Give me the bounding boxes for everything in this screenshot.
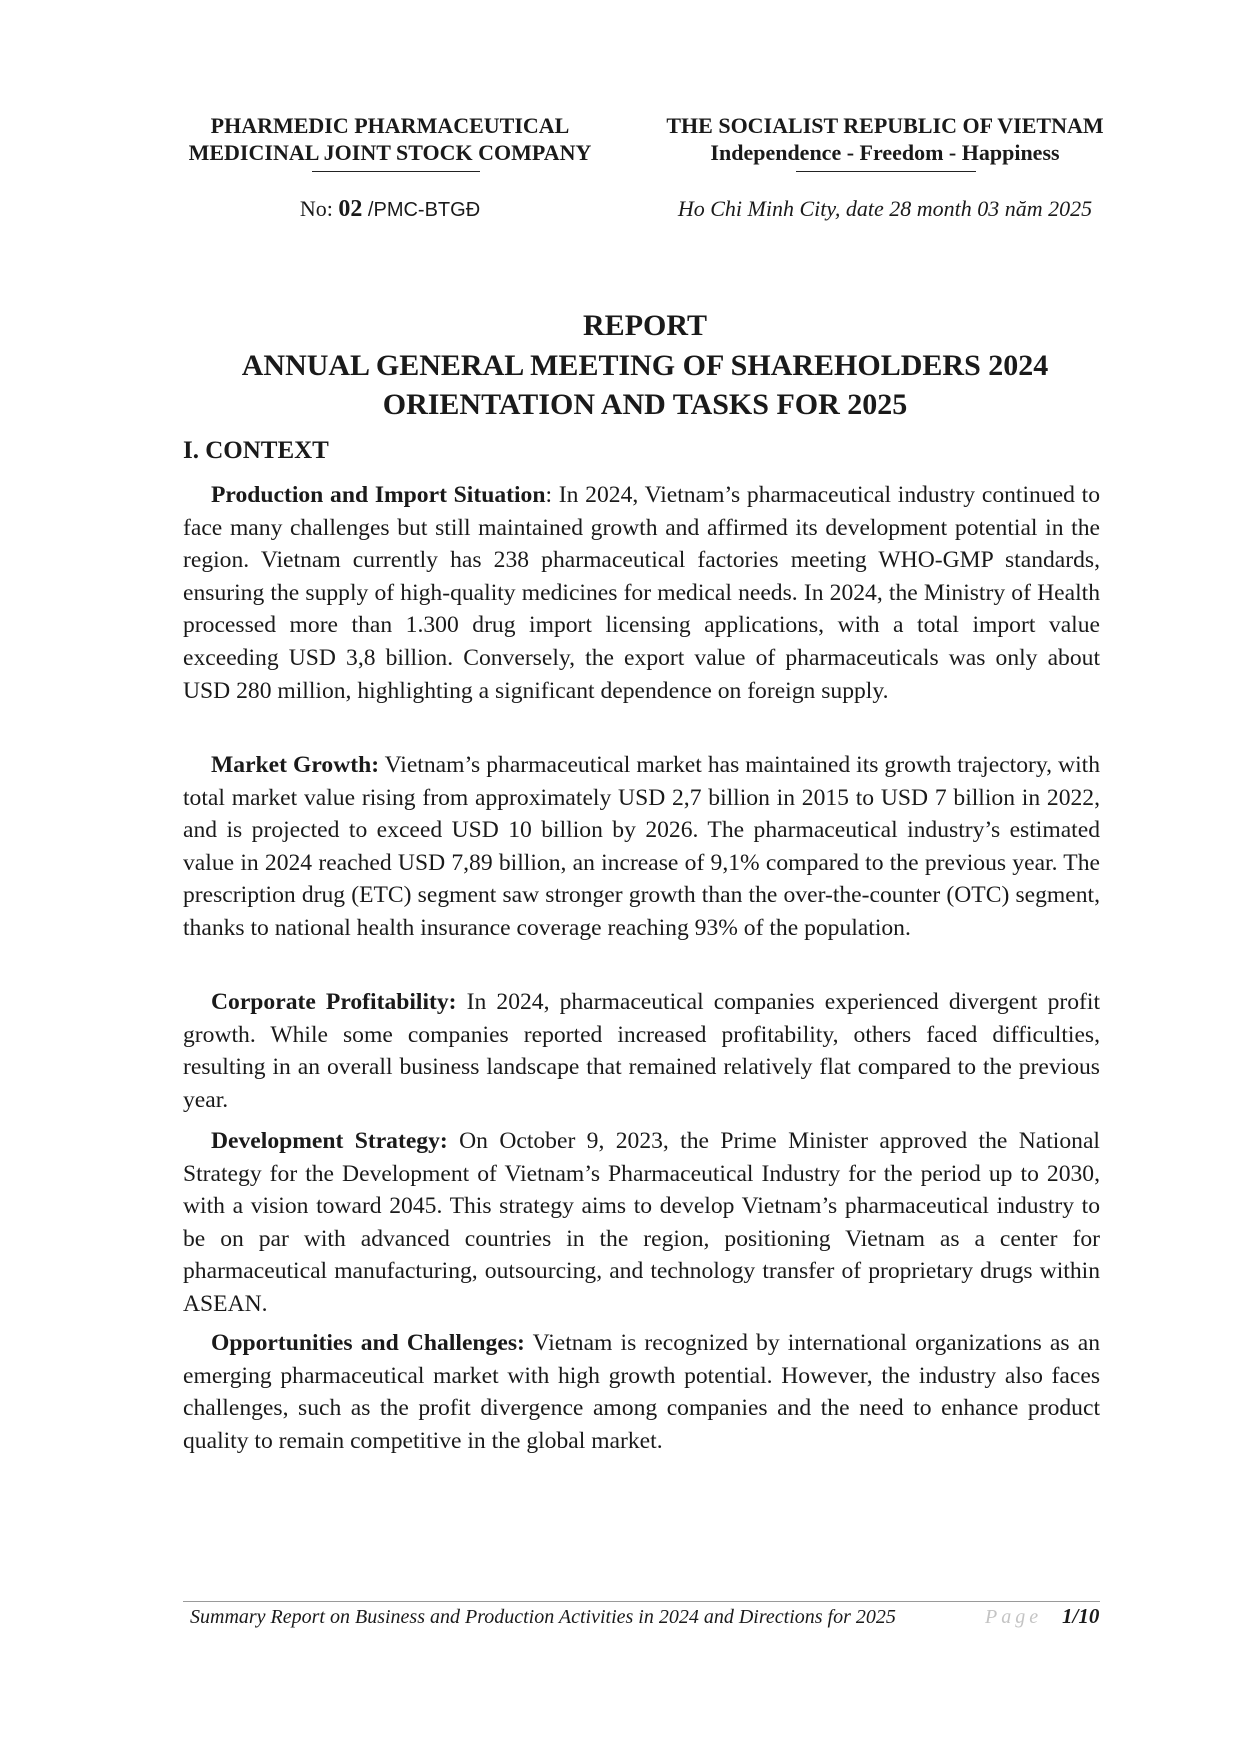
document-number-value: 02	[338, 196, 363, 222]
paragraph-label: Corporate Profitability:	[211, 989, 457, 1015]
paragraph-label: Development Strategy:	[211, 1128, 448, 1154]
company-name-line-2: MEDICINAL JOINT STOCK COMPANY	[188, 140, 592, 165]
national-motto: Independence - Freedom - Happiness	[710, 140, 1060, 165]
report-subtitle-2: ORIENTATION AND TASKS FOR 2025	[382, 388, 908, 421]
national-motto-block	[640, 112, 1130, 166]
footer-divider	[183, 1601, 1100, 1602]
paragraph-text: In 2024, pharmaceutical companies experienced divergent profit growth. While some companies reported increased profitability, others faced difficulties, resulting in an overall business landscape that remained relatively flat compared to the previous year.	[183, 989, 1100, 1113]
paragraph-corporate-profitability	[183, 986, 1100, 1116]
paragraph-label: Production and Import Situation	[211, 482, 546, 508]
document-date: Ho Chi Minh City, date 28 month 03 năm 2025	[677, 196, 1093, 221]
paragraph-text: Vietnam is recognized by international organizations as an emerging pharmaceutical market with high growth potential. However, the industry also faces challenges, such as the profit divergence among companies and the need to enhance product quality to remain competitive in the global market.	[183, 1330, 1100, 1454]
section-heading-context: I. CONTEXT	[183, 437, 329, 464]
paragraph-development-strategy	[183, 1125, 1100, 1321]
document-number	[160, 196, 620, 223]
report-title: REPORT	[583, 309, 707, 342]
report-subtitle-1: ANNUAL GENERAL MEETING OF SHAREHOLDERS 2024	[241, 349, 1049, 382]
footer-text: Summary Report on Business and Production Activities in 2024 and Directions for 2025	[190, 1606, 896, 1628]
company-name-block	[160, 112, 620, 166]
country-name: THE SOCIALIST REPUBLIC OF VIETNAM	[666, 113, 1104, 138]
paragraph-opportunities-challenges	[183, 1327, 1100, 1457]
paragraph-label: Market Growth:	[211, 752, 380, 778]
motto-underline	[796, 171, 976, 172]
footer-page-label: Page	[985, 1606, 1043, 1628]
paragraph-text: On October 9, 2023, the Prime Minister approved the National Strategy for the Development of Vietnam’s Pharmaceutical Industry for the period up to 2030, with a vision toward 2045. This strategy aims to develop Vietnam’s pharmaceutical industry to be on par with advanced countries in the region, positioning Vietnam as a center for pharmaceutical manufacturing, outsourcing, and technology transfer of proprietary drugs within ASEAN.	[183, 1128, 1100, 1317]
footer-page-number: 1/10	[1062, 1604, 1100, 1628]
paragraph-production-import	[183, 479, 1100, 707]
document-number-code: /PMC-BTGĐ	[362, 199, 481, 221]
company-name-line-1: PHARMEDIC PHARMACEUTICAL	[210, 113, 570, 138]
paragraph-market-growth	[183, 749, 1100, 945]
paragraph-text: : In 2024, Vietnam’s pharmaceutical industry continued to face many challenges but still maintained growth and affirmed its development potential in the region. Vietnam currently has 238 pharmaceutical factories meeting WHO-GMP standards, ensuring the supply of high-quality medicines for medical needs. In 2024, the Ministry of Health processed more than 1.300 drug import licensing applications, with a total import value exceeding USD 3,8 billion. Conversely, the export value of pharmaceuticals was only about USD 280 million, highlighting a significant dependence on foreign supply.	[183, 482, 1100, 704]
paragraph-text: Vietnam’s pharmaceutical market has maintained its growth trajectory, with total market value rising from approximately USD 2,7 billion in 2015 to USD 7 billion in 2022, and is projected to exceed USD 10 billion by 2026. The pharmaceutical industry’s estimated value in 2024 reached USD 7,89 billion, an increase of 9,1% compared to the previous year. The prescription drug (ETC) segment saw stronger growth than the over-the-counter (OTC) segment, thanks to national health insurance coverage reaching 93% of the population.	[183, 752, 1100, 941]
paragraph-label: Opportunities and Challenges:	[211, 1330, 525, 1356]
company-underline	[312, 171, 480, 172]
document-number-prefix: No:	[299, 196, 339, 221]
